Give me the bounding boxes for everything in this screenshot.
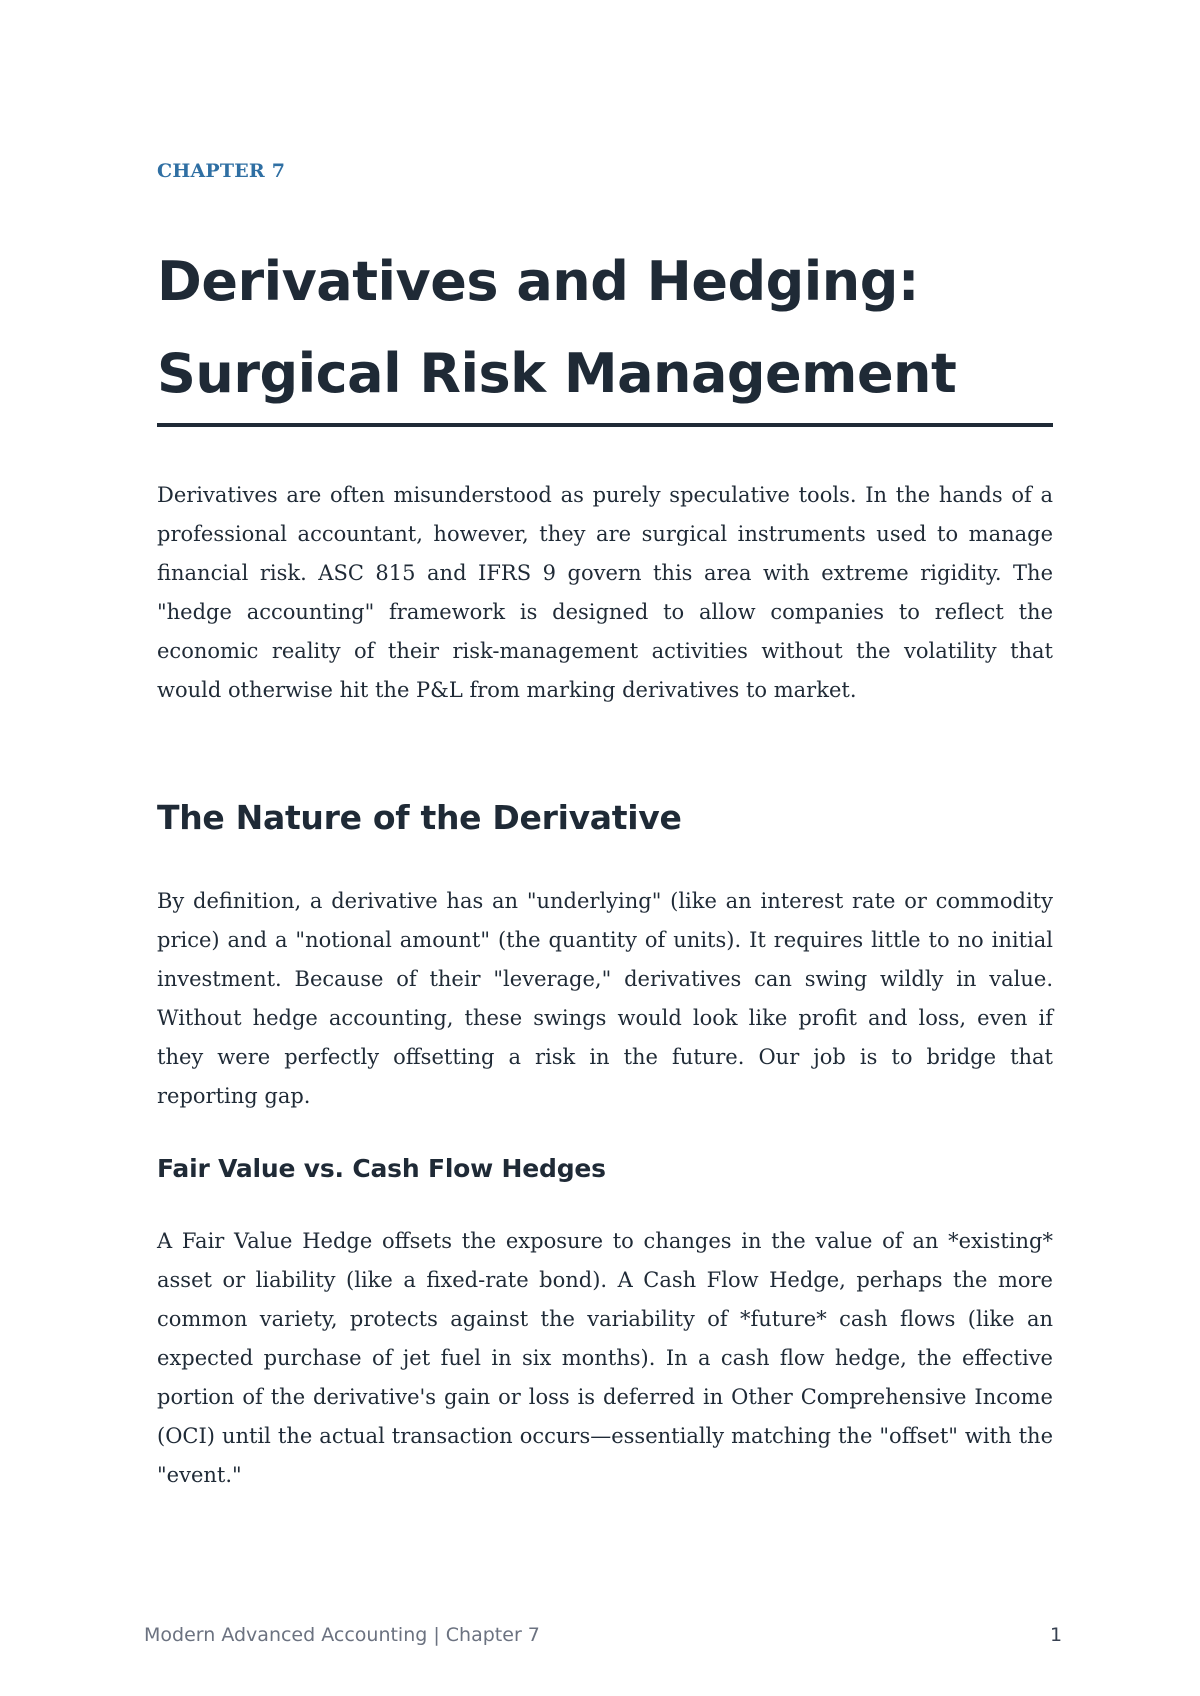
- footer-page-number: 1: [1050, 1624, 1063, 1646]
- intro-paragraph: Derivatives are often misunderstood as purely speculative tools. In the hands of a professional accountant, however, they are surgical instruments used to manage financial risk. ASC 815 and IFRS 9 govern this area with extreme rigidity. The "hedge accounting" framework is designed to allow companies to reflect the economic reality of their risk-management activities without the volatility that would otherwise hit the P&L from marking derivatives to market.: [157, 483, 1053, 702]
- footer-book-title: Modern Advanced Accounting | Chapter 7: [144, 1624, 540, 1646]
- chapter-label: CHAPTER 7: [157, 160, 286, 182]
- chapter-title-line-1: Derivatives and Hedging:: [157, 250, 919, 313]
- section-paragraph-nature-of-derivative: By definition, a derivative has an "underlying" (like an interest rate or commodity price) and a "notional amount" (the quantity of units). It requires little to no initial investment. Because of their "leverage," derivatives can swing wildly in value. Without hedge accounting, these swings would look like profit and loss, even if they were perfectly offsetting a risk in the future. Our job is to bridge that reporting gap.: [157, 889, 1053, 1108]
- chapter-title: [157, 236, 1053, 420]
- subsection-heading-fair-value-vs-cash-flow: Fair Value vs. Cash Flow Hedges: [157, 1154, 606, 1183]
- title-divider: [157, 423, 1053, 427]
- section-heading-nature-of-derivative: The Nature of the Derivative: [157, 798, 682, 837]
- subsection-paragraph-fair-value-vs-cash-flow: A Fair Value Hedge offsets the exposure to changes in the value of an *existing* asset or liability (like a fixed-rate bond). A Cash Flow Hedge, perhaps the more common variety, protects against the variability of *future* cash flows (like an expected purchase of jet fuel in six months). In a cash flow hedge, the effective portion of the derivative's gain or loss is deferred in Other Comprehensive Income (OCI) until the actual transaction occurs—essentially matching the "offset" with the "event.": [157, 1229, 1053, 1487]
- chapter-title-line-2: Surgical Risk Management: [157, 342, 957, 405]
